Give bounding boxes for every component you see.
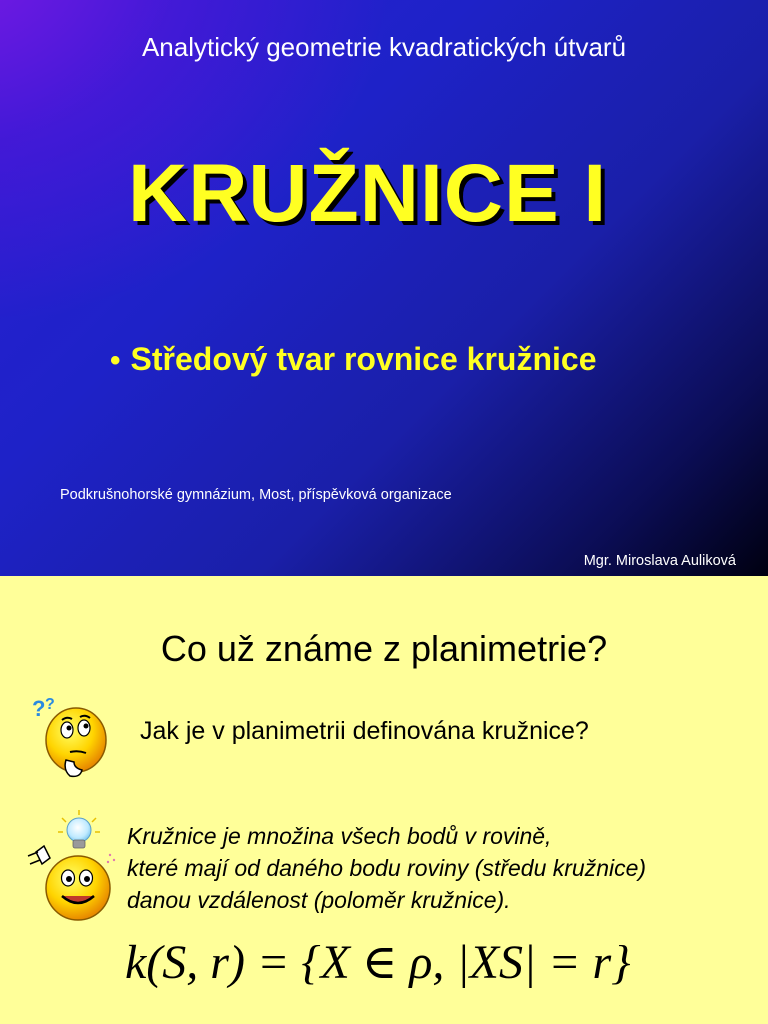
thinking-smiley-icon [28, 690, 118, 782]
school-name: Podkrušnohorské gymnázium, Most, příspěvková organizace [60, 487, 452, 503]
svg-text:?: ? [32, 696, 46, 721]
definition-line: Kružnice je množina všech bodů v rovině, [127, 823, 552, 849]
definition-line: které mají od daného bodu roviny (středu kružnice) [127, 855, 647, 881]
topic-bullet [110, 341, 596, 378]
definition-text [127, 820, 646, 916]
idea-smiley-icon [22, 808, 126, 924]
bullet-marker: • [110, 344, 121, 377]
question-text: Jak je v planimetrii definována kružnice? [140, 717, 589, 745]
svg-text:?: ? [45, 696, 55, 713]
circle-formula: k(S, r) = {X ∈ ρ, |XS| = r} [125, 936, 631, 989]
definition-line: danou vzdálenost (poloměr kružnice). [127, 887, 511, 913]
topic-text: Středový tvar rovnice kružnice [130, 341, 597, 377]
slide-title: KRUŽNICE I [128, 148, 608, 239]
slide-subtitle: Analytický geometrie kvadratických útvarů [141, 32, 627, 62]
content-slide [0, 576, 768, 1024]
author-name: Mgr. Miroslava Auliková [583, 553, 736, 569]
slide-heading: Co už známe z planimetrie? [160, 628, 608, 669]
